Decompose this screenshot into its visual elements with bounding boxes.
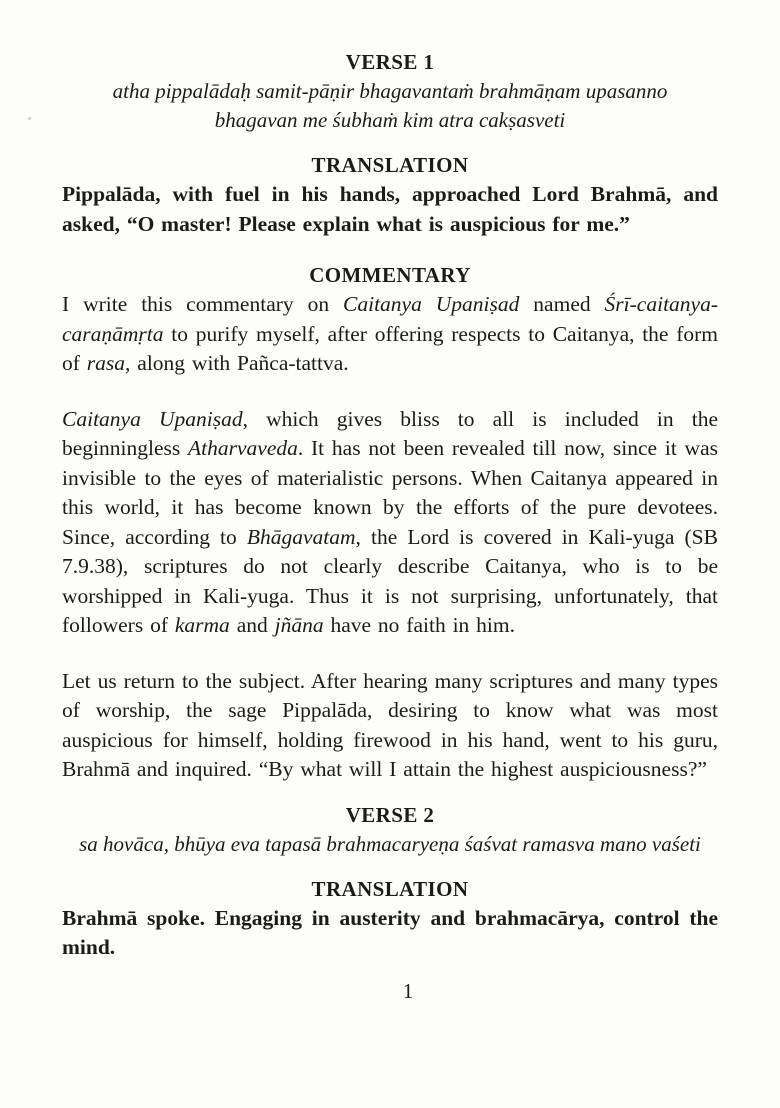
commentary-paragraph-1: I write this commentary on Caitanya Upaniṣad named Śrī-caitanya-caraṇāmṛta to purify myself, after offering respects to Caitanya, the form of rasa, along with Pañca-tattva. <box>62 292 718 375</box>
verse-1-heading: VERSE 1 <box>345 50 435 74</box>
verse-2-translation-text: Brahmā spoke. Engaging in austerity and brahmacārya, control the mind. <box>62 905 718 959</box>
verse-1-translation-text: Pippalāda, with fuel in his hands, approached Lord Brahmā, and asked, “O master! Please explain what is auspicious for me.” <box>62 182 718 236</box>
verse-1-sanskrit-line-2: bhagavan me śubhaṁ kim atra cakṣasveti <box>214 108 566 132</box>
scan-speckle <box>28 117 31 120</box>
verse-2-heading: VERSE 2 <box>345 802 435 827</box>
verse-2-translation-heading: TRANSLATION <box>311 876 469 901</box>
verse-2-sanskrit-line-1: sa hovāca, bhūya eva tapasā brahmacaryeṇa śaśvat ramasva mano vaśeti <box>79 831 701 856</box>
verse-1-translation-heading: TRANSLATION <box>311 153 469 177</box>
commentary-paragraph-2: Caitanya Upaniṣad, which gives bliss to all is included in the beginningless Atharvaveda. It has not been revealed till now, since it was invisible to the eyes of materialistic persons. When Caitanya appeared in this world, it has become known by the efforts of the pure devotees. Since, according to Bhāgavatam, the Lord is covered in Kali-yuga (SB 7.9.38), scriptures do not clearly describe Caitanya, who is to be worshipped in Kali-yuga. Thus it is not surprising, unfortunately, that followers of karma and jñāna have no faith in him. <box>62 406 718 637</box>
verse-1-sanskrit-line-1: atha pippalādaḥ samit-pāṇir bhagavantaṁ brahmāṇam upasanno <box>112 79 668 103</box>
commentary-paragraph-3: Let us return to the subject. After hearing many scriptures and many types of worship, the sage Pippalāda, desiring to know what was most auspicious for himself, holding firewood in his hand, went to his guru, Brahmā and inquired. “By what will I attain the highest auspiciousness?” <box>62 668 718 781</box>
page-number: 1 <box>402 978 414 1003</box>
commentary-heading: COMMENTARY <box>309 263 471 287</box>
